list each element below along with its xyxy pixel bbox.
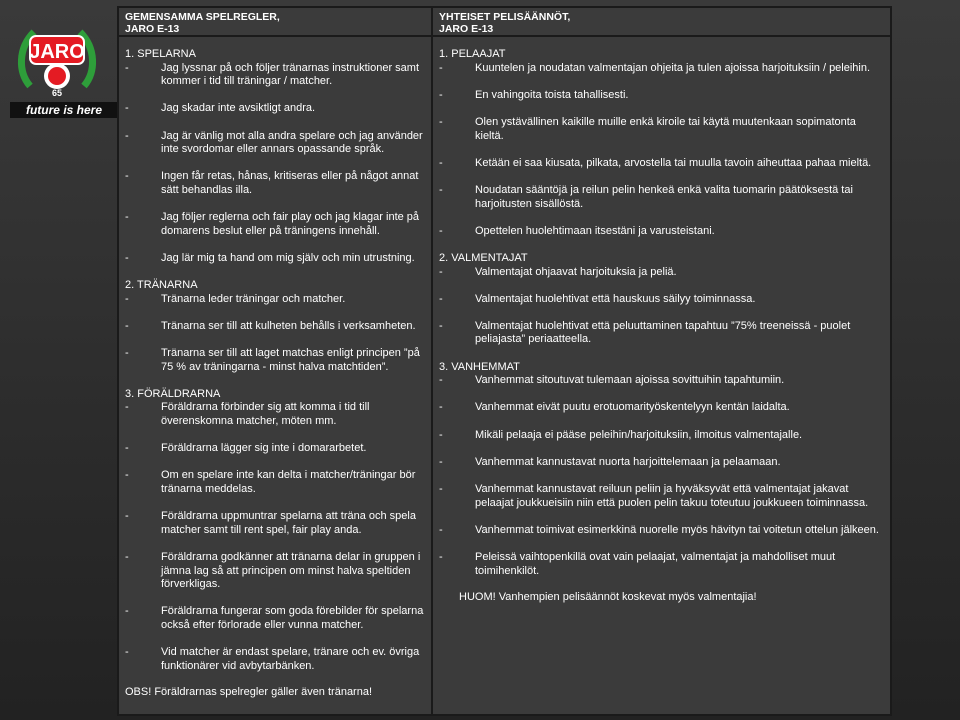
svg-text:future is here: future is here	[25, 103, 103, 117]
list-item: - Jag lär mig ta hand om mig själv och min utrustning.	[125, 251, 415, 264]
list-item: - Ingen får retas, hånas, kritiseras eller på något annat sätt behandlas illa.	[125, 170, 419, 196]
svg-text:65: 65	[51, 88, 63, 98]
section-players	[439, 48, 884, 252]
section-parents	[125, 388, 425, 673]
list-item: - Opettelen huolehtimaan itsestäni ja varusteistani.	[439, 224, 715, 237]
section-title: 3. VANHEMMAT	[439, 360, 520, 373]
list-item: - Vanhemmat kannustavat reiluun peliin ja hyväksyvät että valmentajat jakavat pelaajat joukkueisiin niin että puolen pelin takuu toteutuu joukkueen toiminnassa.	[439, 483, 869, 509]
list-item: - Föräldrarna förbinder sig att komma i tid till överenskomna matcher, möten mm.	[125, 401, 370, 428]
list-item: - Ketään ei saa kiusata, pilkata, arvostella tai muulla tavoin aiheuttaa pahaa mieltä.	[439, 156, 872, 169]
list-item: - Vanhemmat kannustavat nuorta harjoittelemaan ja pelaamaan.	[439, 455, 781, 468]
section-coaches	[439, 252, 884, 361]
list-item: - Valmentajat ohjaavat harjoituksia ja peliä.	[439, 265, 677, 278]
svg-text:JARO: JARO	[29, 41, 85, 63]
section-title: 2. VALMENTAJAT	[439, 251, 528, 264]
section-title: 3. FÖRÄLDRARNA	[125, 387, 221, 400]
list-item: - Peleissä vaihtopenkillä ovat vain pelaajat, valmentajat ja mahdolliset muut toimihenkilöt.	[439, 550, 836, 577]
rules-table	[117, 6, 892, 716]
section-title: 2. TRÄNARNA	[125, 279, 198, 292]
list-item: - Jag följer reglerna och fair play och jag klagar inte på domarens beslut eller på träningens innehåll.	[125, 211, 420, 237]
list-item: - Föräldrarna fungerar som goda förebilder för spelarna också efter förlorade eller vunna matcher.	[125, 605, 424, 631]
column-header: YHTEISET PELISÄÄNNÖT, JARO E-13	[433, 11, 890, 37]
list-item: - Jag lyssnar på och följer tränarnas instruktioner samt kommer i tid till träningar / matcher.	[125, 61, 420, 88]
list-item: - Jag skadar inte avsiktligt andra.	[125, 102, 316, 115]
list-item: - Vanhemmat toimivat esimerkkinä nuorelle myös hävityn tai voitetun ottelun jälkeen.	[439, 523, 879, 536]
list-item: - Tränarna ser till att kulheten behålls i verksamheten.	[125, 319, 416, 332]
list-item: - Noudatan sääntöjä ja reilun pelin henkeä enkä valita tuomarin päätöksestä tai harjoitusten sisällöstä.	[439, 183, 853, 210]
list-item: - Mikäli pelaaja ei pääse peleihin/harjoituksiin, ilmoitus valmentajalle.	[439, 428, 803, 441]
list-item: - Jag är vänlig mot alla andra spelare och jag använder inte svordomar eller annars opassande språk.	[125, 129, 423, 156]
swedish-column	[119, 8, 433, 714]
list-item: - Föräldrarna lägger sig inte i domararbetet.	[125, 442, 367, 455]
jaro-logo	[10, 14, 118, 120]
list-item: - Vid matcher är endast spelare, tränare och ev. övriga funktionärer vid avbytarbänken.	[125, 646, 420, 672]
list-item: - Om en spelare inte kan delta i matcher/träningar bör tränarna meddelas.	[125, 469, 416, 495]
section-parents	[439, 361, 884, 579]
column-body	[125, 37, 425, 700]
list-item: - Föräldrarna godkänner att tränarna delar in gruppen i jämna lag så att principen om minst halva speltiden förverkligas.	[125, 550, 421, 591]
section-title: 1. PELAAJAT	[439, 48, 506, 60]
footer-note: OBS! Föräldrarnas spelregler gäller även tränarna!	[125, 686, 373, 699]
list-item: - Vanhemmat eivät puutu erotuomarityöskentelyyn kentän laidalta.	[439, 401, 790, 414]
list-item: - Föräldrarna uppmuntrar spelarna att träna och spela matcher samt till rent spel, fair play anda.	[125, 510, 416, 536]
list-item: - Valmentajat huolehtivat että peluuttaminen tapahtuu ”75% treeneissä - puolet peliajasta” periaatteella.	[439, 319, 851, 346]
footer-note: HUOM! Vanhempien pelisäännöt koskevat myös valmentajia!	[459, 591, 757, 604]
column-header: GEMENSAMMA SPELREGLER, JARO E-13	[119, 11, 431, 37]
section-title: 1. SPELARNA	[125, 48, 196, 60]
section-players	[125, 48, 425, 279]
section-coaches	[125, 279, 425, 388]
column-body	[439, 37, 884, 605]
list-item: - Kuuntelen ja noudatan valmentajan ohjeita ja tulen ajoissa harjoituksiin / peleihin.	[439, 61, 871, 74]
list-item: - Olen ystävällinen kaikille muille enkä kiroile tai käytä muutenkaan sopimatonta kieltä.	[439, 115, 856, 142]
finnish-column	[433, 8, 890, 714]
list-item: - En vahingoita toista tahallisesti.	[439, 88, 629, 101]
list-item: - Valmentajat huolehtivat että hauskuus säilyy toiminnassa.	[439, 292, 756, 305]
list-item: - Vanhemmat sitoutuvat tulemaan ajoissa sovittuihin tapahtumiin.	[439, 374, 785, 387]
list-item: - Tränarna leder träningar och matcher.	[125, 292, 346, 305]
list-item: - Tränarna ser till att laget matchas enligt principen ”på 75 % av träningarna - minst halva matchtiden”.	[125, 347, 420, 373]
